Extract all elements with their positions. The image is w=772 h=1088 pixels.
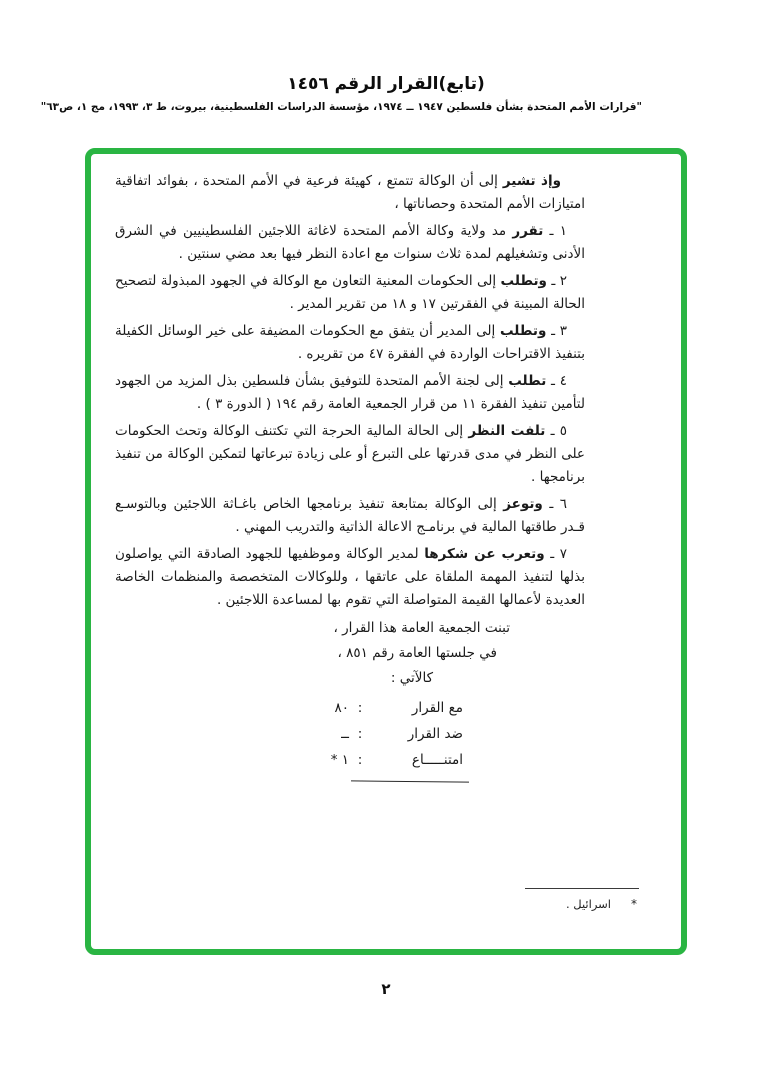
- paragraph-1-number: ١ ـ: [549, 223, 567, 239]
- paragraph-5-number: ٥ ـ: [550, 423, 568, 439]
- footnote-separator: [525, 888, 639, 889]
- vote-abstain-separator: :: [357, 752, 363, 768]
- vote-row-for: [263, 695, 463, 721]
- adoption-line-1: تبنت الجمعية العامة هذا القرار ،: [333, 620, 510, 636]
- page-number: ٢: [381, 980, 391, 998]
- paragraph-2: [115, 270, 585, 316]
- paragraph-3-number: ٣ ـ: [551, 323, 567, 339]
- paragraph-4-text: إلى لجنة الأمم المتحدة للتوفيق بشأن فلسطين بذل المزيد من الجهود لتأمين تنفيذ الفقرة ١١ من قرار الجمعية العامة رقم ١٩٤ ( الدورة ٣ ) .: [115, 373, 585, 412]
- citation-line: "قرارات الأمم المتحدة بشأن فلسطين ١٩٤٧ ــ ١٩٧٤، مؤسسة الدراسات الفلسطينية، بيروت، ط ٣، ١٩٩٣، مج ١، ص٦٣": [40, 101, 642, 113]
- paragraph-1-text: مد ولاية وكالة الأمم المتحدة لاغاثة اللاجئين الفلسطينيين في الشرق الأدنى وتشغيلهم لمدة ثلاث سنوات مع اعادة النظر فيها بعد مضي سنتين .: [115, 223, 585, 262]
- paragraph-4-number: ٤ ـ: [551, 373, 567, 389]
- vote-row-against: [263, 721, 463, 747]
- paragraph-6: [115, 493, 585, 539]
- preamble-lead: وإذ تشير: [502, 173, 561, 189]
- paragraph-5: [115, 420, 585, 489]
- vote-against-label: ضد القرار: [407, 726, 463, 742]
- paragraph-2-text: إلى الحكومات المعنية التعاون مع الوكالة في الجهود المبذولة لتصحيح الحالة المبينة في الفقرتين ١٧ و ١٨ من تقرير المدير .: [115, 273, 585, 312]
- paragraph-2-number: ٢ ـ: [551, 273, 567, 289]
- adoption-line-3: كالآتي :: [390, 670, 433, 686]
- preamble-text: إلى أن الوكالة تتمتع ، كهيئة فرعية في الأمم المتحدة ، بفوائد اتفاقية امتيازات الأمم المتحدة وحصاناتها ،: [115, 173, 585, 212]
- paragraph-2-lead: وتطلب: [500, 273, 547, 289]
- paragraph-3-lead: وتطلب: [499, 323, 547, 339]
- page-title: (تابع)القرار الرقم ١٤٥٦: [287, 74, 485, 94]
- vote-for-label: مع القرار: [411, 700, 463, 716]
- paragraph-4-lead: تطلب: [508, 373, 547, 389]
- paragraph-1-lead: تقرر: [512, 223, 544, 239]
- paragraph-7-text: لمدير الوكالة وموظفيها للجهود الصادقة التي يواصلون بذلها لتنفيذ المهمة الملقاة على عاتقها ، وللوكالات المتخصصة والمنظمات الخاصة العديدة لأعمالها القيمة المتواصلة التي تقوم بها لمساعدة اللاجئين .: [115, 546, 585, 608]
- vote-abstain-label: امتنـــــاع: [411, 752, 463, 768]
- vote-against-value: ــ: [341, 726, 349, 742]
- vote-results: [263, 695, 463, 773]
- paragraph-4: [115, 370, 585, 416]
- paragraph-1: [115, 220, 585, 266]
- footnote: [566, 897, 637, 911]
- footnote-marker: *: [631, 897, 637, 911]
- paragraph-7-lead: وتعرب عن شكرها: [424, 546, 545, 562]
- paragraph-5-lead: تلفت النظر: [468, 423, 546, 439]
- resolution-body: [115, 170, 585, 782]
- vote-against-separator: :: [357, 726, 363, 742]
- vote-row-abstain: [263, 747, 463, 773]
- vote-for-value: ٨٠: [334, 700, 349, 716]
- paragraph-5-text: إلى الحالة المالية الحرجة التي تكتنف الوكالة وتحث الحكومات على النظر في مدى قدرتها على التبرع أو على زيادة تبرعاتها لتمكين الوكالة من تنفيذ برنامجها .: [115, 423, 585, 485]
- paragraph-7: [115, 543, 585, 612]
- paragraph-7-number: ٧ ـ: [550, 546, 568, 562]
- vote-abstain-value: ١ *: [330, 752, 349, 768]
- paragraph-6-lead: وتوعز: [503, 496, 543, 512]
- preamble-paragraph: [115, 170, 585, 216]
- paragraph-6-text: إلى الوكالة بمتابعة تنفيذ برنامجها الخاص باغـاثة اللاجئين وبالتوسـع قـدر طاقتها المالية في برنامـج الاعالة الذاتية والتدريب المهني .: [115, 496, 585, 535]
- vote-for-separator: :: [357, 700, 363, 716]
- paragraph-3-text: إلى المدير أن يتفق مع الحكومات المضيفة على خير الوسائل الكفيلة بتنفيذ الاقتراحات الواردة في الفقرة ٤٧ من تقريره .: [115, 323, 585, 362]
- footnote-text: اسرائيل .: [565, 897, 611, 911]
- paragraph-6-number: ٦ ـ: [549, 496, 568, 512]
- adoption-line-2: في جلستها العامة رقم ٨٥١ ،: [337, 645, 497, 661]
- paragraph-3: [115, 320, 585, 366]
